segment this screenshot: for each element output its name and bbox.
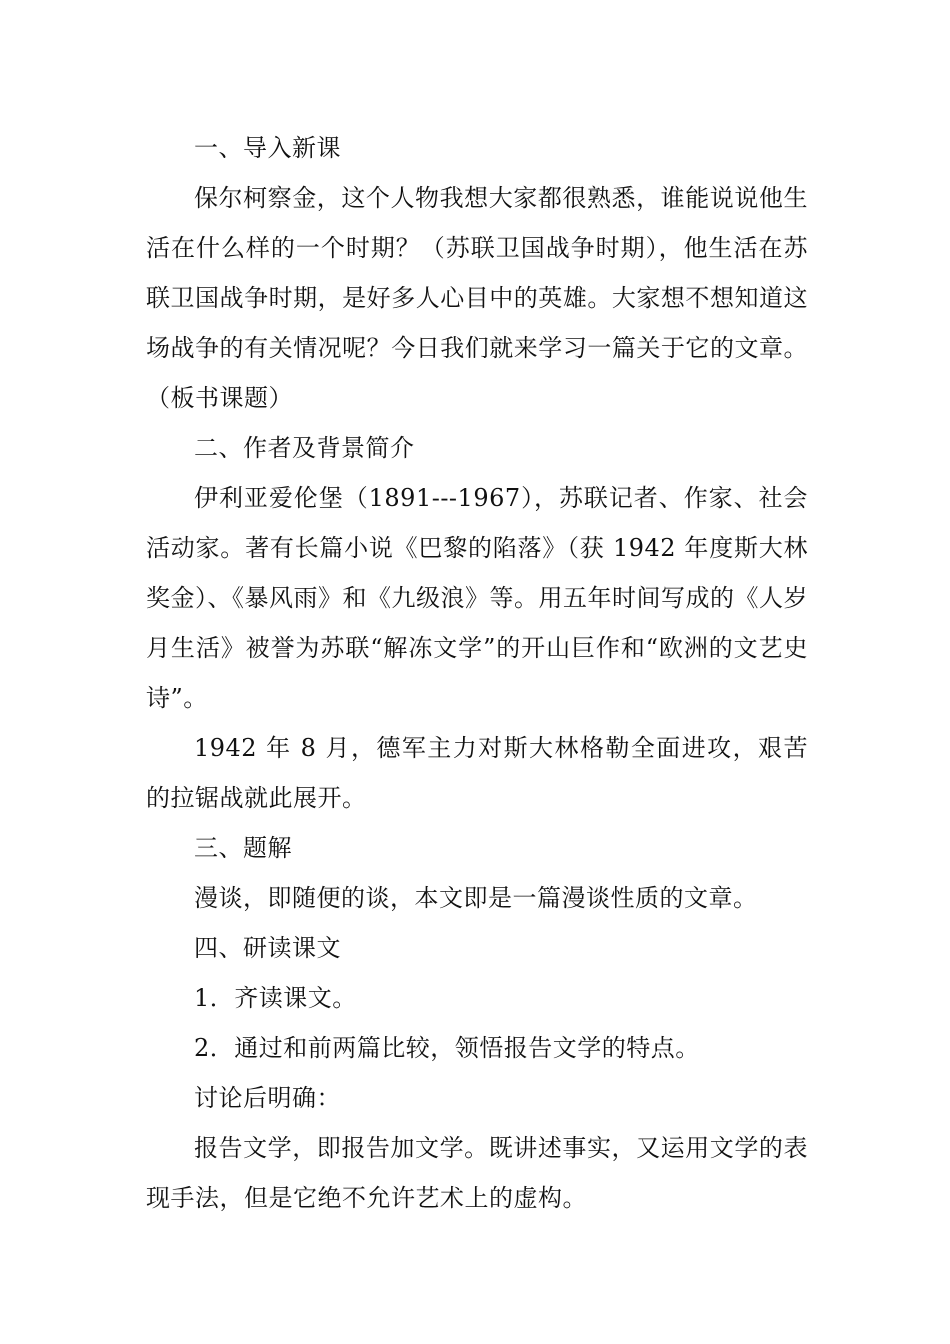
paragraph-intro: 保尔柯察金，这个人物我想大家都很熟悉，谁能说说他生活在什么样的一个时期？（苏联卫国战争时期），他生活在苏联卫国战争时期，是好多人心目中的英雄。大家想不想知道这场战争的有关情况呢？今日我们就来学习一篇关于它的文章。（板书课题） — [146, 184, 808, 412]
paragraph-author: 伊利亚爱伦堡（1891---1967），苏联记者、作家、社会活动家。著有长篇小说《巴黎的陷落》（获 1942 年度斯大林奖金）、《暴风雨》和《九级浪》等。用五年时间写成的《人岁月生活》被誉为苏联“解冻文学”的开山巨作和“欧洲的文艺史诗”。 — [146, 484, 808, 712]
paragraph-discussion: 报告文学，即报告加文学。既讲述事实，又运用文学的表现手法，但是它绝不允许艺术上的虚构。 — [146, 1134, 808, 1212]
discussion-label: 讨论后明确： — [194, 1084, 341, 1112]
document-body — [146, 123, 808, 1223]
section-heading-study: 四、研读课文 — [194, 934, 341, 962]
section-heading-author: 二、作者及背景简介 — [194, 434, 415, 462]
list-item-study-1: 1．齐读课文。 — [194, 984, 357, 1012]
paragraph-background: 1942 年 8 月，德军主力对斯大林格勒全面进攻，艰苦的拉锯战就此展开。 — [146, 734, 808, 812]
list-item-study-2: 2．通过和前两篇比较，领悟报告文学的特点。 — [194, 1034, 700, 1062]
section-heading-intro: 一、导入新课 — [194, 134, 341, 162]
section-heading-title: 三、题解 — [194, 834, 292, 862]
paragraph-title: 漫谈，即随便的谈，本文即是一篇漫谈性质的文章。 — [194, 884, 758, 912]
